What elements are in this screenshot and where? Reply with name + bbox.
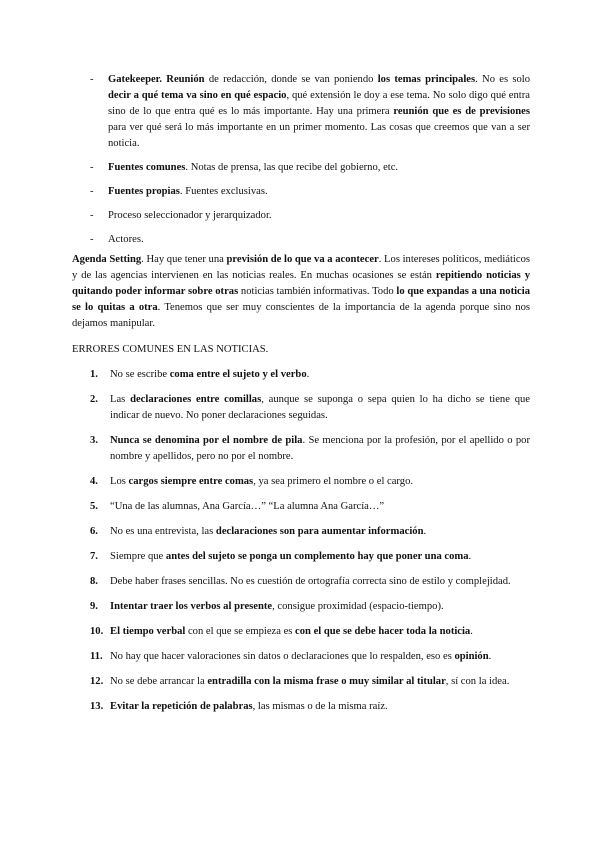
text-run: . Tenemos que ser muy conscientes de la importancia de la agenda porque sino nos dejamos manipular. <box>72 302 531 329</box>
bold-text-run: Evitar la repetición de palabras <box>110 701 253 712</box>
bullet-item <box>90 72 530 152</box>
bold-text-run: Fuentes propias <box>108 186 180 197</box>
text-run: Proceso seleccionador y jerarquizador. <box>108 210 272 221</box>
text-run: , qué extensión le doy a ese tema. No solo digo qué entra sino de lo que entra qué es lo más importante. Hay una primera <box>108 90 530 117</box>
bullet-item <box>90 184 530 200</box>
text-run: . <box>423 526 427 537</box>
error-item <box>90 392 530 424</box>
error-item <box>90 674 530 690</box>
bold-text-run: Gatekeeper. Reunión <box>108 74 205 85</box>
error-item <box>90 549 530 565</box>
text-run: . Los intereses políticos, mediáticos y de las agencias intervienen en las noticias reales. En muchas ocasiones se están <box>72 254 530 281</box>
error-item <box>90 699 530 715</box>
bold-text-run: reunión que es de previsiones <box>393 106 530 117</box>
text-run: , sí con la idea. <box>445 676 510 687</box>
bold-text-run: repitiendo noticias y quitando poder informar sobre otras <box>72 270 530 297</box>
error-item <box>90 649 530 665</box>
text-run: No se debe arrancar la <box>110 676 208 687</box>
bullet-list <box>90 72 530 256</box>
bullet-marker: - <box>90 186 94 197</box>
item-number: 9. <box>90 601 98 612</box>
text-run: No hay que hacer valoraciones sin datos o declaraciones que lo respalden, eso es <box>110 651 455 662</box>
text-run: No se escribe <box>110 369 170 380</box>
error-item <box>90 524 530 540</box>
text-run: . Hay que tener una <box>141 254 227 265</box>
item-number: 13. <box>90 701 104 712</box>
error-item <box>90 574 530 590</box>
agenda-setting-paragraph <box>72 252 530 332</box>
errors-list <box>90 367 530 715</box>
item-number: 5. <box>90 501 98 512</box>
bullet-marker: - <box>90 210 94 221</box>
error-item <box>90 599 530 615</box>
bold-text-run: los temas principales <box>377 74 476 85</box>
bold-text-run: previsión de lo que va a acontecer <box>226 254 379 265</box>
bold-text-run: lo que expandas a una noticia se lo quitas a otra <box>72 286 531 313</box>
text-run: . Fuentes exclusivas. <box>179 186 268 197</box>
text-run: noticias también informativas. Todo <box>238 286 397 297</box>
item-number: 6. <box>90 526 98 537</box>
bold-text-run: coma entre el sujeto y el verbo <box>169 369 307 380</box>
bullet-item <box>90 232 530 248</box>
error-item <box>90 433 530 465</box>
bold-text-run: antes del sujeto se ponga un complemento hay que poner una coma <box>165 551 469 562</box>
bold-text-run: cargos siempre entre comas <box>128 476 254 487</box>
error-item <box>90 499 530 515</box>
bold-text-run: con el que se debe hacer toda la noticia <box>295 626 471 637</box>
text-run: Siempre que <box>110 551 166 562</box>
text-run: Los <box>110 476 129 487</box>
bold-text-run: Nunca se denomina por el nombre de pila <box>110 435 303 446</box>
item-number: 2. <box>90 394 98 405</box>
bold-text-run: decir a qué tema va sino en qué espacio <box>108 90 287 101</box>
bold-text-run: entradilla con la misma frase o muy similar al titular <box>207 676 446 687</box>
bullet-item <box>90 208 530 224</box>
item-number: 1. <box>90 369 98 380</box>
item-number: 7. <box>90 551 98 562</box>
text-run: , ya sea primero el nombre o el cargo. <box>253 476 414 487</box>
text-run: de redacción, donde se van poniendo <box>204 74 378 85</box>
text-run: para ver qué será lo más importante en un primer momento. Las cosas que creemos que van a ser noticia. <box>108 122 530 149</box>
text-run: . No es solo <box>475 74 531 85</box>
bullet-marker: - <box>90 74 94 85</box>
text-run: Actores. <box>108 234 144 245</box>
text-run: . Notas de prensa, las que recibe del gobierno, etc. <box>185 162 399 173</box>
text-run: , las mismas o de la misma raíz. <box>252 701 388 712</box>
bold-text-run: declaraciones son para aumentar información <box>215 526 424 537</box>
errors-section-title: ERRORES COMUNES EN LAS NOTICIAS. <box>72 344 269 355</box>
bullet-marker: - <box>90 162 94 173</box>
text-run: . <box>468 551 472 562</box>
bold-text-run: declaraciones entre comillas <box>130 394 262 405</box>
text-run: Debe haber frases sencillas. No es cuestión de ortografía correcta sino de estilo y complejidad. <box>110 576 511 587</box>
text-run: . <box>306 369 310 380</box>
text-run: . Se menciona por la profesión, por el apellido o por nombre y apellidos, pero no por el nombre. <box>110 435 530 462</box>
item-number: 10. <box>90 626 104 637</box>
item-number: 12. <box>90 676 104 687</box>
item-number: 4. <box>90 476 98 487</box>
error-item <box>90 474 530 490</box>
text-run: No es una entrevista, las <box>110 526 216 537</box>
text-run: con el que se empieza es <box>185 626 296 637</box>
item-number: 3. <box>90 435 98 446</box>
bold-text-run: El tiempo verbal <box>110 626 186 637</box>
text-run: “Una de las alumnas, Ana García…” “La alumna Ana García…” <box>110 501 385 512</box>
bullet-item <box>90 160 530 176</box>
text-run: , consigue proximidad (espacio-tiempo). <box>272 601 444 612</box>
error-item <box>90 624 530 640</box>
bullet-marker: - <box>90 234 94 245</box>
item-number: 11. <box>90 651 103 662</box>
error-item <box>90 367 530 383</box>
text-run: . <box>488 651 492 662</box>
text-run: Las <box>110 394 131 405</box>
bold-text-run: Intentar traer los verbos al presente <box>110 601 273 612</box>
text-run: , aunque se suponga o sepa quien lo ha dicho se tiene que indicar de nuevo. No poner declaraciones seguidas. <box>110 394 531 421</box>
bold-text-run: opinión <box>454 651 489 662</box>
text-run: . <box>470 626 473 637</box>
bold-text-run: Agenda Setting <box>72 254 142 265</box>
item-number: 8. <box>90 576 98 587</box>
bold-text-run: Fuentes comunes <box>108 162 186 173</box>
